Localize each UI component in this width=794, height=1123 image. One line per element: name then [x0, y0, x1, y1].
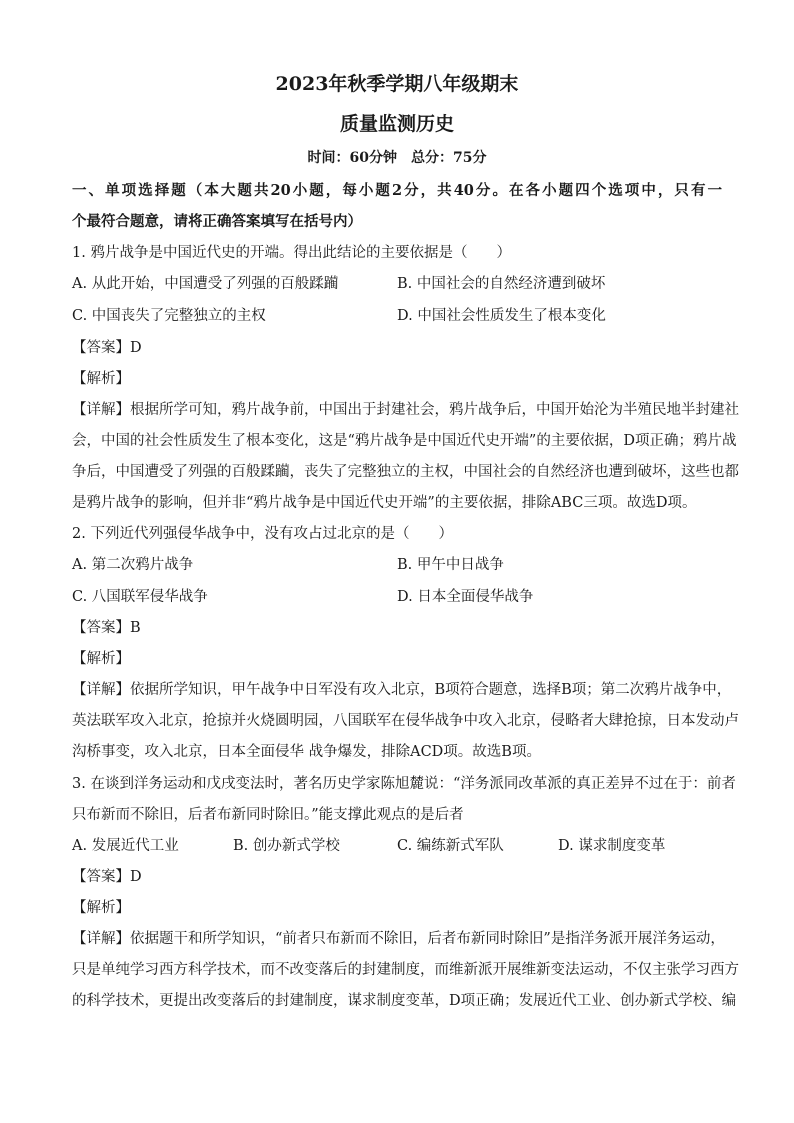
- question-3-stem: 只布新而不除旧，后者布新同时除旧。”能支撑此观点的是后者: [72, 807, 464, 823]
- question-3-option-d: D. 谋求制度变革: [558, 838, 666, 854]
- question-2-answer: 【答案】B: [72, 620, 141, 636]
- question-3-option-a: A. 发展近代工业: [72, 838, 179, 854]
- question-2-detail-line: 【详解】依据所学知识，甲午战争中日军没有攻入北京，B项符合题意，选择B项；第二次鸦片战争中，: [72, 682, 732, 698]
- question-2-detail-line: 英法联军攻入北京，抢掠并火烧圆明园，八国联军在侵华战争中攻入北京，侵略者大肆抢掠，日本发动卢: [72, 713, 739, 729]
- question-3-answer: 【答案】D: [72, 869, 142, 885]
- question-3-analysis: 【解析】: [72, 900, 130, 916]
- question-3-detail-line: 只是单纯学习西方科学技术，而不改变落后的封建制度，而维新派开展维新变法运动，不仅主张学习西方: [72, 962, 739, 978]
- page-subtitle: 质量监测历史: [339, 113, 454, 135]
- question-3-detail-line: 的科学技术，更提出改变落后的封建制度，谋求制度变革，D项正确；发展近代工业、创办新式学校、编: [72, 993, 737, 1009]
- page-title: 2023年秋季学期八年级期末: [275, 73, 519, 95]
- question-2-option-d: D. 日本全面侵华战争: [397, 589, 534, 605]
- question-1-detail-line: 是鸦片战争的影响，但并非“鸦片战争是中国近代史开端”的主要依据，排除ABC三项。故选D项。: [72, 495, 697, 511]
- question-1-option-a: A. 从此开始，中国遭受了列强的百般蹂躏: [72, 276, 339, 292]
- question-2-detail-line: 沟桥事变，攻入北京，日本全面侵华 战争爆发，排除ACD项。故选B项。: [72, 744, 541, 760]
- question-2-analysis: 【解析】: [72, 651, 130, 667]
- question-2-stem: 2. 下列近代列强侵华战争中，没有攻占过北京的是（ ）: [72, 526, 453, 542]
- question-1-detail-line: 会，中国的社会性质发生了根本变化，这是“鸦片战争是中国近代史开端”的主要依据，D项正确；鸦片战: [72, 433, 737, 449]
- question-2-option-b: B. 甲午中日战争: [397, 557, 504, 573]
- question-1-stem: 1. 鸦片战争是中国近代史的开端。得出此结论的主要依据是（ ）: [72, 245, 511, 261]
- question-2-option-c: C. 八国联军侵华战争: [72, 589, 208, 605]
- question-3-detail-line: 【详解】依据题干和所学知识，“前者只布新而不除旧，后者布新同时除旧”是指洋务派开展洋务运动，: [72, 931, 725, 947]
- question-3-option-b: B. 创办新式学校: [233, 838, 340, 854]
- question-2-option-a: A. 第二次鸦片战争: [72, 557, 194, 573]
- section-heading-cont: 个最符合题意，请将正确答案填写在括号内）: [72, 213, 362, 230]
- question-1-answer: 【答案】D: [72, 340, 142, 356]
- question-1-option-b: B. 中国社会的自然经济遭到破坏: [397, 276, 606, 292]
- question-1-detail-line: 争后，中国遭受了列强的百般蹂躏，丧失了完整独立的主权，中国社会的自然经济也遭到破坏，这些也都: [72, 464, 739, 480]
- question-1-option-d: D. 中国社会性质发生了根本变化: [397, 308, 606, 324]
- question-1-detail-line: 【详解】根据所学可知，鸦片战争前，中国出于封建社会，鸦片战争后，中国开始沦为半殖民地半封建社: [72, 402, 739, 418]
- question-3-option-c: C. 编练新式军队: [397, 838, 504, 854]
- question-1-analysis: 【解析】: [72, 371, 130, 387]
- section-heading: 一、单项选择题（本大题共20小题，每小题2分，共40分。在各小题四个选项中，只有一: [72, 182, 722, 199]
- question-1-option-c: C. 中国丧失了完整独立的主权: [72, 308, 266, 324]
- exam-meta: 时间：60分钟 总分：75分: [307, 150, 487, 166]
- question-3-stem: 3. 在谈到洋务运动和戊戌变法时，著名历史学家陈旭麓说：“洋务派同改革派的真正差异不过在于：前者: [72, 776, 736, 792]
